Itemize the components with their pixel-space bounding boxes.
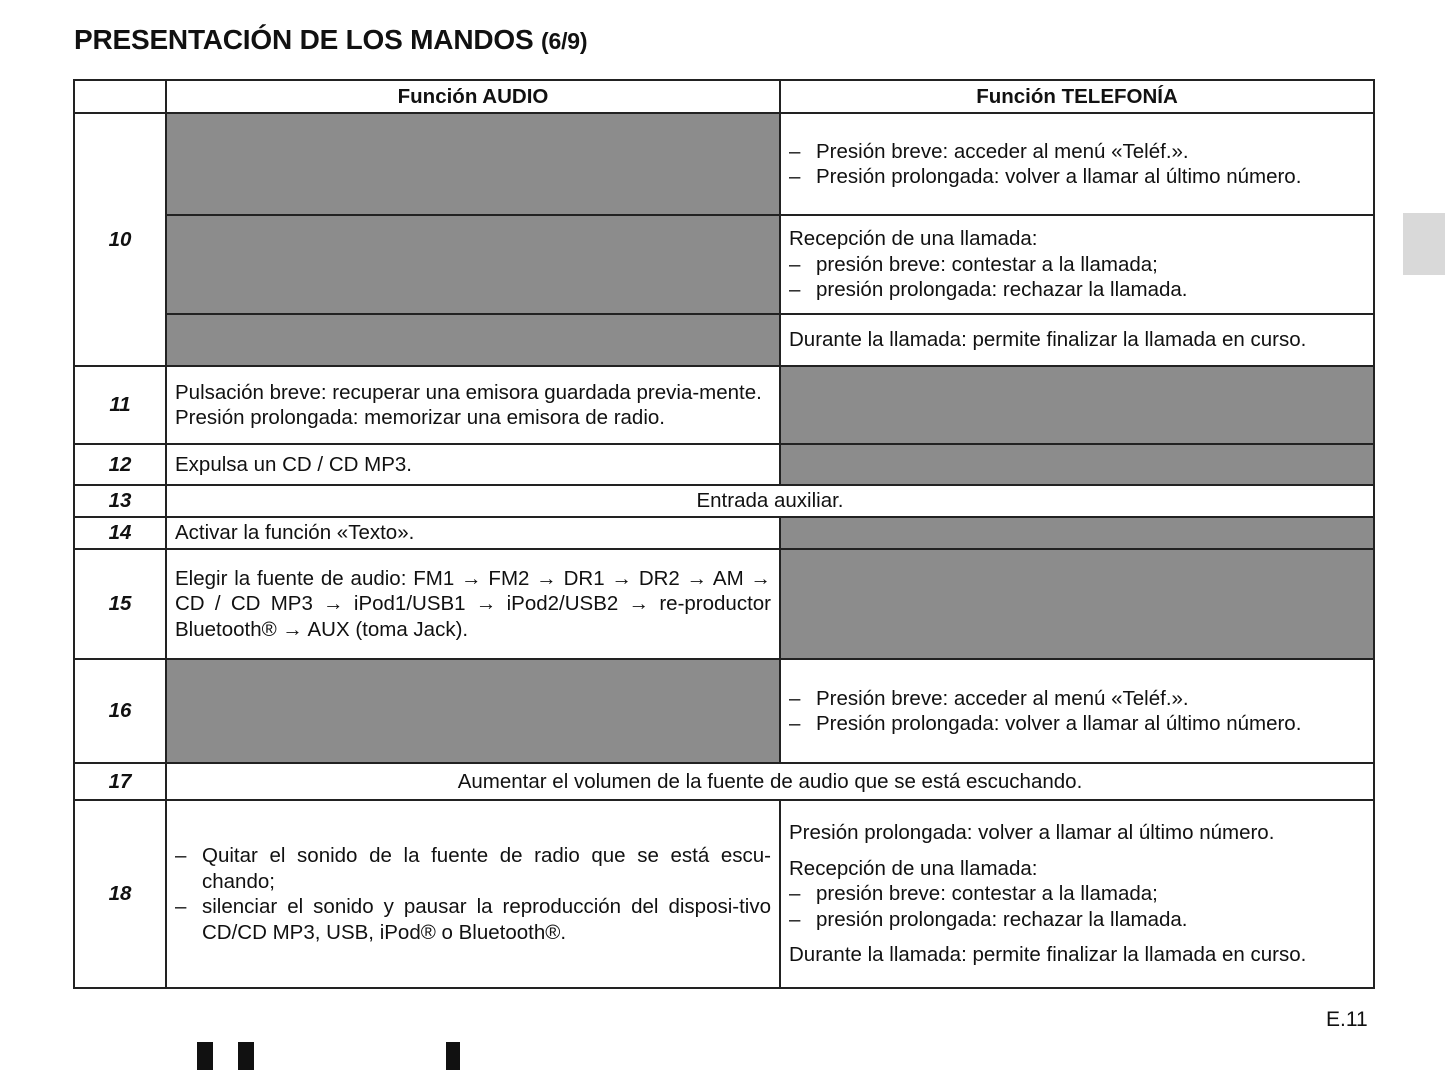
table-row	[74, 215, 1374, 314]
row-number: 17	[74, 763, 166, 800]
table-row	[74, 314, 1374, 366]
audio-cell: Pulsación breve: recuperar una emisora guardada previa-mente. Presión prolongada: memorizar una emisora de radio.	[166, 366, 780, 444]
page-number: E.11	[1326, 1008, 1368, 1031]
audio-cell-empty	[166, 314, 780, 366]
print-mark	[238, 1042, 254, 1070]
audio-cell: Activar la función «Texto».	[166, 517, 780, 549]
header-row	[74, 80, 1374, 113]
controls-table	[73, 79, 1375, 989]
row-number: 15	[74, 549, 166, 659]
row-number: 13	[74, 485, 166, 517]
phone-cell: – Presión breve: acceder al menú «Teléf.». – Presión prolongada: volver a llamar al último número.	[780, 659, 1374, 763]
audio-cell-empty	[166, 113, 780, 215]
table-row	[74, 517, 1374, 549]
phone-cell-empty	[780, 444, 1374, 485]
table-row	[74, 659, 1374, 763]
page-title	[74, 24, 587, 56]
shared-cell: Aumentar el volumen de la fuente de audio que se está escuchando.	[166, 763, 1374, 800]
page-title-part: (6/9)	[541, 28, 588, 54]
header-number	[74, 80, 166, 113]
table-row	[74, 113, 1374, 215]
table-row	[74, 800, 1374, 988]
row-number: 12	[74, 444, 166, 485]
header-phone: Función TELEFONÍA	[780, 80, 1374, 113]
phone-cell: – Presión breve: acceder al menú «Teléf.». – Presión prolongada: volver a llamar al último número.	[780, 113, 1374, 215]
side-tab	[1403, 213, 1445, 275]
table-row	[74, 485, 1374, 517]
phone-cell: Durante la llamada: permite finalizar la llamada en curso.	[780, 314, 1374, 366]
row-number: 18	[74, 800, 166, 988]
phone-cell-empty	[780, 549, 1374, 659]
phone-cell-empty	[780, 366, 1374, 444]
phone-cell: Presión prolongada: volver a llamar al último número. Recepción de una llamada: – presión breve: contestar a la llamada; – presión prolongada: rechazar la llamada. Durante la llamada: permite finalizar la llamada en curso.	[780, 800, 1374, 988]
row-number: 14	[74, 517, 166, 549]
audio-cell: Expulsa un CD / CD MP3.	[166, 444, 780, 485]
row-number: 11	[74, 366, 166, 444]
audio-cell-empty	[166, 215, 780, 314]
row-number: 10	[74, 113, 166, 366]
print-mark	[197, 1042, 213, 1070]
phone-cell-empty	[780, 517, 1374, 549]
row-number: 16	[74, 659, 166, 763]
table-row	[74, 444, 1374, 485]
audio-cell: Elegir la fuente de audio: FM1 → FM2 → DR1 → DR2 → AM → CD / CD MP3 → iPod1/USB1 → iPod2/USB2 → re-productor Bluetooth® → AUX (toma Jack).	[166, 549, 780, 659]
phone-cell: Recepción de una llamada: – presión breve: contestar a la llamada; – presión prolongada: rechazar la llamada.	[780, 215, 1374, 314]
print-mark	[446, 1042, 460, 1070]
table-row	[74, 549, 1374, 659]
table-row	[74, 366, 1374, 444]
header-audio: Función AUDIO	[166, 80, 780, 113]
audio-cell: – Quitar el sonido de la fuente de radio que se está escu-chando; – silenciar el sonido y pausar la reproducción del disposi-tivo CD/CD MP3, USB, iPod® o Bluetooth®.	[166, 800, 780, 988]
table-row	[74, 763, 1374, 800]
shared-cell: Entrada auxiliar.	[166, 485, 1374, 517]
page-title-main: PRESENTACIÓN DE LOS MANDOS	[74, 24, 534, 55]
audio-cell-empty	[166, 659, 780, 763]
